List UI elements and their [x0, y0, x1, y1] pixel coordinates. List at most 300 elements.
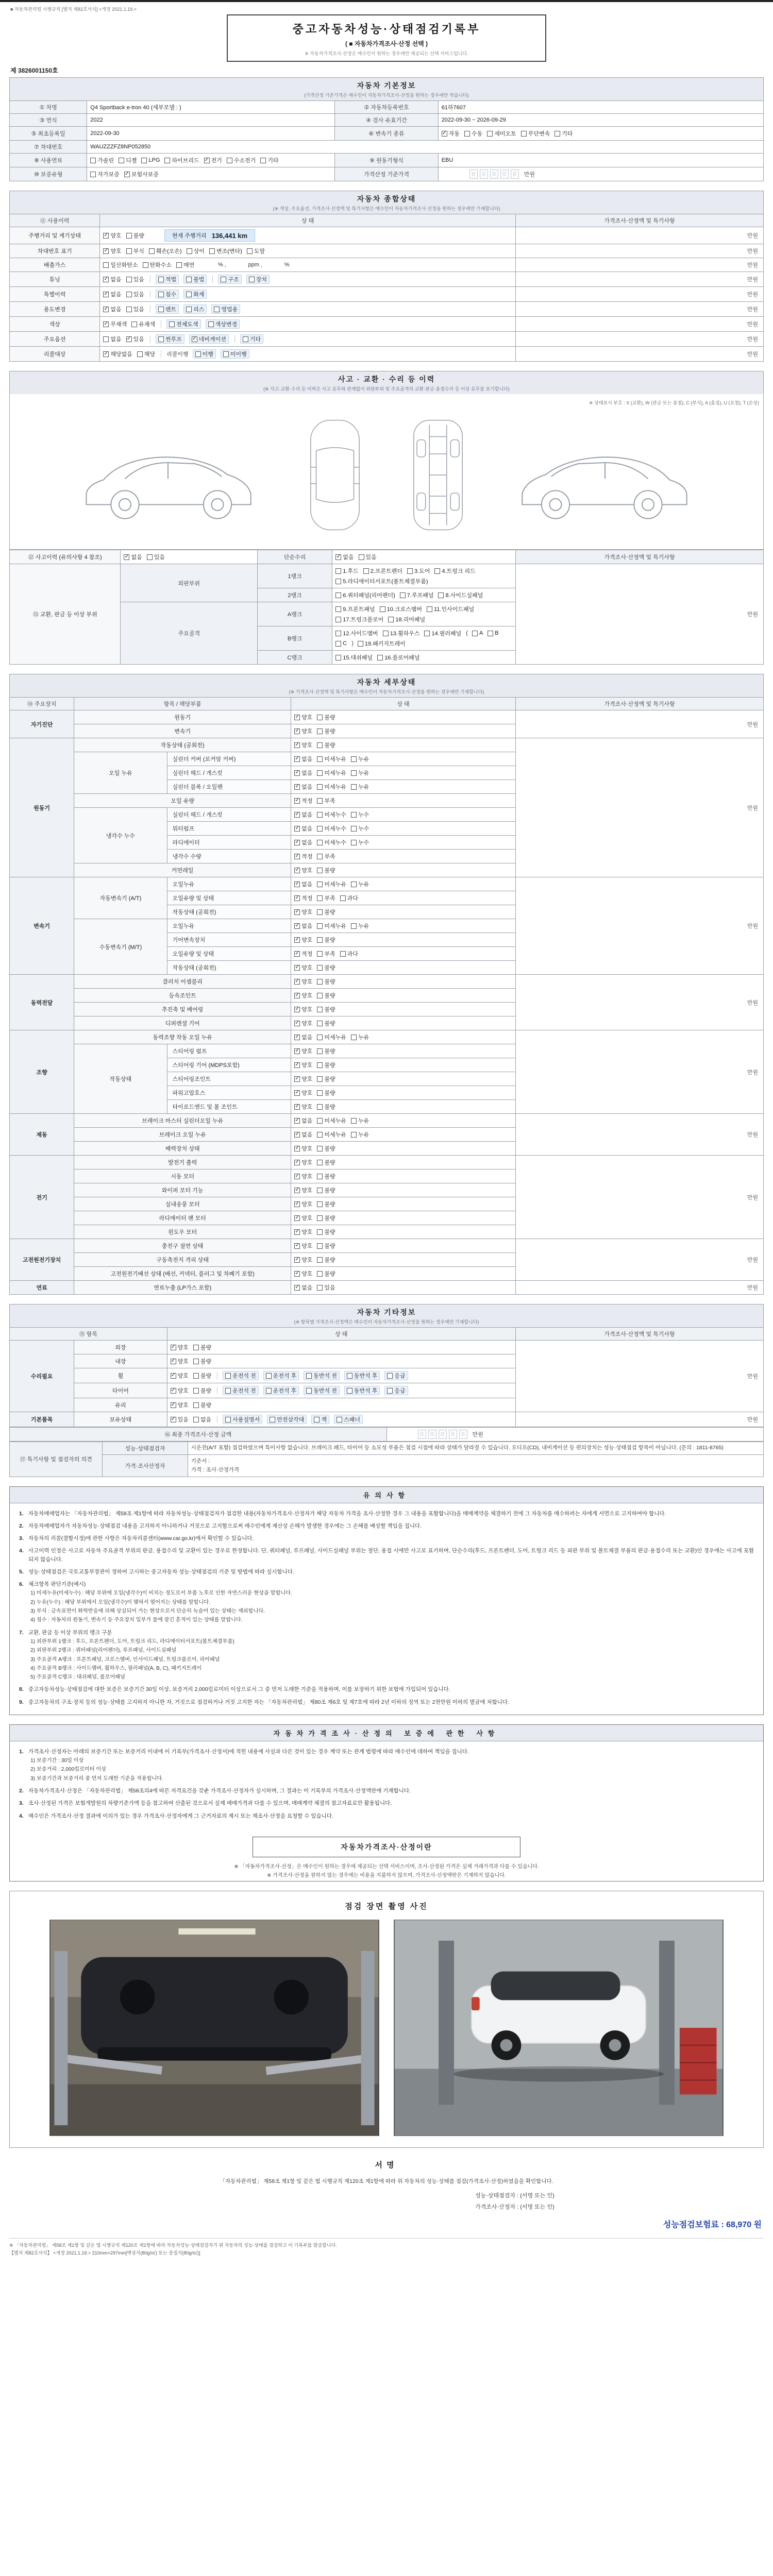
opinion-line: 기준서 : — [191, 1458, 210, 1464]
checkbox-불량[interactable] — [317, 1061, 335, 1069]
checkbox-동반석 후[interactable] — [344, 1371, 380, 1380]
checkbox-label: 없음 — [301, 826, 313, 832]
checkbox-18.리어패널[interactable] — [388, 615, 425, 623]
checkbox-유채색[interactable] — [131, 320, 155, 328]
checkbox-양호[interactable] — [294, 1214, 312, 1222]
checkbox-운전석 후[interactable] — [263, 1386, 299, 1395]
cell-content — [294, 977, 512, 986]
checkbox-양호[interactable] — [294, 1019, 312, 1027]
checkbox-누수[interactable] — [351, 824, 369, 833]
checkbox-미세누유[interactable] — [317, 1033, 346, 1041]
section-etc-info — [9, 1304, 764, 1427]
checkbox-양호[interactable] — [294, 908, 312, 916]
checkbox-색상변경[interactable] — [206, 319, 240, 329]
checkbox-무단변속[interactable] — [521, 129, 550, 138]
checkbox-11.인사이드패널[interactable] — [427, 605, 474, 613]
checkbox-label: 양호 — [301, 1048, 313, 1055]
checkbox-누유[interactable] — [351, 755, 369, 763]
cell-text: 내장 — [115, 1359, 126, 1365]
checkbox-icon — [317, 728, 323, 734]
checkbox-불량[interactable] — [193, 1401, 211, 1409]
checkbox-14.필러패널[interactable] — [424, 629, 461, 637]
car-diagram-top-frame — [399, 410, 477, 540]
checkbox-미세누유[interactable] — [317, 922, 346, 930]
checkbox-양호[interactable] — [294, 1061, 312, 1069]
checkbox-불량[interactable] — [317, 908, 335, 916]
checkbox-없음[interactable] — [124, 553, 142, 561]
document-subtitle: ( ■ 자동차가격조사·산정 선택 ) — [345, 40, 428, 47]
checkbox-불량[interactable] — [193, 1371, 211, 1380]
checkbox-전체도색[interactable] — [166, 319, 201, 329]
checkbox-디젤[interactable] — [119, 156, 137, 164]
checkbox-적정[interactable] — [294, 796, 312, 805]
checkbox-label: 불량 — [324, 1090, 335, 1096]
notice-sub-item: 4) 주요골격 B랭크 : 사이드멤버, 휠하우스, 필러패널(A, B, C), 패키지트레이 — [30, 1665, 202, 1671]
checkbox-불량[interactable] — [193, 1357, 211, 1365]
cell-content — [294, 1213, 512, 1223]
checkbox-없음[interactable] — [294, 824, 312, 833]
checkbox-label: 양호 — [301, 1174, 313, 1180]
checkbox-동반석 전[interactable] — [304, 1386, 340, 1395]
checkbox-부족[interactable] — [317, 852, 335, 860]
checkbox-불량[interactable] — [193, 1386, 211, 1395]
checkbox-양호[interactable] — [171, 1371, 189, 1380]
checkbox-불량[interactable] — [317, 977, 335, 986]
checkbox-label: 미세누유 — [324, 1035, 346, 1041]
checkbox-미세누유[interactable] — [317, 755, 346, 763]
checkbox-없음[interactable] — [294, 1116, 312, 1125]
checkbox-label: 없음 — [110, 336, 122, 343]
checkbox-양호[interactable] — [294, 866, 312, 874]
checkbox-영업용[interactable] — [211, 304, 240, 314]
cell-text: 파워고압호스 — [172, 1090, 206, 1096]
checkbox-양호[interactable] — [171, 1386, 189, 1395]
notice-sub-item: 3) 부식 : 금속표면이 화학반응에 의해 상실되어 가는 현상으로서 단순히 녹슬어 있는 상태는 제외합니다. — [30, 1608, 265, 1615]
checkbox-누유[interactable] — [351, 922, 369, 930]
checkbox-불량[interactable] — [317, 1144, 335, 1153]
checkbox-label: 불량 — [324, 1201, 335, 1208]
checkbox-운전석 전[interactable] — [223, 1386, 259, 1395]
checkbox-불량[interactable] — [193, 1343, 211, 1351]
checkbox-icon — [193, 1388, 199, 1394]
checkbox-누유[interactable] — [351, 880, 369, 888]
checkbox-불량[interactable] — [317, 1075, 335, 1083]
checkbox-양호[interactable] — [294, 1103, 312, 1111]
checkbox-도말[interactable] — [247, 247, 265, 255]
checkbox-C[interactable] — [335, 640, 347, 647]
checkbox-있음[interactable] — [147, 553, 165, 561]
checkbox-누유[interactable] — [351, 1033, 369, 1041]
checkbox-응급[interactable] — [384, 1386, 408, 1395]
checkbox-icon — [317, 882, 323, 887]
checkbox-있음[interactable] — [126, 275, 144, 283]
price-unit: 만원 — [747, 336, 758, 343]
checkbox-icon — [294, 1076, 300, 1082]
notice-sub-item: 2) 누유(누수) : 해당 부위에서 오일(냉각수)이 맺혀서 떨어지는 상태를 말합니다. — [30, 1599, 210, 1605]
checkbox-icon — [126, 233, 132, 239]
checkbox-없음[interactable] — [294, 810, 312, 819]
checkbox-없음[interactable] — [103, 305, 121, 313]
checkbox-1.후드[interactable] — [335, 567, 358, 575]
checkbox-미세누유[interactable] — [317, 1130, 346, 1139]
checkbox-기타[interactable] — [554, 129, 573, 138]
checkbox-과다[interactable] — [340, 894, 358, 902]
checkbox-수동[interactable] — [464, 129, 482, 138]
checkbox-icon — [204, 158, 210, 163]
checkbox-icon — [158, 292, 164, 297]
checkbox-3.도어[interactable] — [407, 567, 430, 575]
checkbox-양호[interactable] — [171, 1357, 189, 1365]
checkbox-매연[interactable] — [176, 261, 194, 269]
checkbox-기타[interactable] — [260, 156, 278, 164]
checkbox-세미오토[interactable] — [487, 129, 516, 138]
checkbox-과다[interactable] — [340, 950, 358, 958]
checkbox-자가보증[interactable] — [90, 170, 120, 178]
checkbox-icon — [294, 854, 300, 859]
checkbox-icon — [294, 1118, 300, 1124]
field-value — [100, 258, 516, 272]
checkbox-응급[interactable] — [384, 1371, 408, 1380]
checkbox-양호[interactable] — [294, 1269, 312, 1278]
checkbox-부족[interactable] — [317, 796, 335, 805]
checkbox-침수[interactable] — [156, 290, 179, 299]
checkbox-썬루프[interactable] — [156, 334, 184, 344]
checkbox-누수[interactable] — [351, 838, 369, 846]
checkbox-16.플로어패널[interactable] — [377, 653, 419, 662]
checkbox-없음[interactable] — [193, 1415, 211, 1423]
field-value — [167, 891, 291, 905]
table-row — [10, 258, 764, 272]
cell-text: 색상 — [49, 321, 60, 328]
checkbox-이행[interactable] — [193, 349, 216, 359]
checkbox-icon — [124, 554, 129, 560]
checkbox-icon — [487, 131, 493, 137]
checkbox-양호[interactable] — [294, 936, 312, 944]
checkbox-없음[interactable] — [103, 335, 121, 343]
field-value — [291, 1114, 516, 1128]
checkbox-적정[interactable] — [294, 950, 312, 958]
checkbox-불량[interactable] — [317, 1103, 335, 1111]
checkbox-전기[interactable] — [204, 156, 222, 164]
checkbox-보험사보증[interactable] — [124, 170, 159, 178]
section-accident-history — [9, 371, 764, 665]
checkbox-잭[interactable] — [311, 1415, 329, 1424]
checkbox-label: 불량 — [324, 1188, 335, 1194]
checkbox-미세누수[interactable] — [317, 810, 346, 819]
checkbox-화재[interactable] — [183, 290, 207, 299]
checkbox-없음[interactable] — [294, 755, 312, 763]
checkbox-15.대쉬패널[interactable] — [335, 653, 373, 662]
checkbox-19.패키지트레이[interactable] — [358, 639, 406, 648]
cell-text: ⑮ 항목 — [79, 1331, 97, 1337]
cell-content — [294, 991, 512, 1000]
checkbox-불량[interactable] — [317, 1214, 335, 1222]
checkbox-양호[interactable] — [294, 1144, 312, 1153]
checkbox-불량[interactable] — [317, 1019, 335, 1027]
checkbox-없음[interactable] — [294, 922, 312, 930]
checkbox-불량[interactable] — [317, 1172, 335, 1180]
field-value — [291, 905, 516, 919]
checkbox-없음[interactable] — [294, 880, 312, 888]
cell-text: 수동변속기 (M/T) — [99, 944, 142, 951]
checkbox-상이[interactable] — [187, 247, 205, 255]
checkbox-동반석 후[interactable] — [344, 1386, 380, 1395]
checkbox-불량[interactable] — [317, 1200, 335, 1208]
cell-content — [103, 289, 512, 299]
checkbox-미세누유[interactable] — [317, 783, 346, 791]
checkbox-적정[interactable] — [294, 852, 312, 860]
checkbox-icon — [221, 277, 226, 282]
checkbox-없음[interactable] — [103, 290, 121, 298]
checkbox-label: 양호 — [301, 1201, 313, 1208]
checkbox-사용설명서[interactable] — [223, 1415, 262, 1424]
checkbox-icon — [294, 1257, 300, 1263]
price-unit: 만원 — [747, 321, 758, 328]
cell-text: 커먼레일 — [171, 868, 194, 874]
table-row — [10, 1341, 764, 1354]
checkbox-5.라디에이터서포트(볼트체결부품)[interactable] — [335, 577, 428, 585]
field-label — [10, 1328, 167, 1341]
price-unit: 만원 — [747, 923, 758, 929]
checkbox-없음[interactable] — [294, 838, 312, 846]
checkbox-불량[interactable] — [317, 741, 335, 749]
checkbox-양호[interactable] — [103, 231, 121, 240]
checkbox-양호[interactable] — [294, 1047, 312, 1055]
checkbox-있음[interactable] — [126, 305, 144, 313]
checkbox-양호[interactable] — [294, 977, 312, 986]
checkbox-label: 미세누유 — [324, 770, 346, 776]
field-label — [335, 167, 438, 181]
field-value — [167, 947, 291, 961]
checkbox-양호[interactable] — [294, 1172, 312, 1180]
checkbox-무채색[interactable] — [103, 320, 127, 328]
checkbox-17.트렁크플로어[interactable] — [335, 615, 383, 623]
checkbox-스패너[interactable] — [334, 1415, 363, 1424]
checkbox-부족[interactable] — [317, 950, 335, 958]
checkbox-7.루프패널[interactable] — [400, 591, 434, 599]
notice-item — [19, 1787, 754, 1795]
checkbox-적법[interactable] — [156, 275, 179, 284]
checkbox-누수[interactable] — [351, 810, 369, 819]
field-value — [167, 1072, 291, 1086]
checkbox-label: 이행 — [202, 351, 213, 358]
checkbox-양호[interactable] — [294, 1186, 312, 1194]
checkbox-불량[interactable] — [317, 1242, 335, 1250]
checkbox-불량[interactable] — [317, 713, 335, 721]
checkbox-양호[interactable] — [294, 1228, 312, 1236]
price-unit: 만원 — [747, 1132, 758, 1138]
checkbox-부식[interactable] — [126, 247, 144, 255]
notice-sub-item: 3) 보증기간과 보증거리 중 먼저 도래한 기준을 적용합니다. — [30, 1775, 164, 1782]
section-title: 자동차 종합상태 — [357, 195, 416, 203]
checkbox-양호[interactable] — [294, 1200, 312, 1208]
checkbox-label: 없음 — [301, 770, 313, 776]
checkbox-구조[interactable] — [218, 275, 241, 284]
checkbox-안전삼각대[interactable] — [267, 1415, 307, 1424]
checkbox-양호[interactable] — [294, 727, 312, 735]
checkbox-icon — [317, 1160, 323, 1165]
checkbox-불량[interactable] — [317, 936, 335, 944]
checkbox-icon — [317, 979, 323, 985]
cell-text: 용도변경 — [43, 307, 66, 313]
price-unit: 만원 — [747, 248, 758, 255]
checkbox-icon — [164, 158, 170, 163]
checks-divider — [234, 335, 235, 343]
checkbox-label: 부족 — [324, 895, 335, 902]
checkbox-LPG[interactable] — [141, 157, 160, 163]
checkbox-label: 16.플로어패널 — [384, 655, 420, 661]
checkbox-미세누수[interactable] — [317, 838, 346, 846]
checkbox-미세누유[interactable] — [317, 880, 346, 888]
checkbox-불량[interactable] — [317, 866, 335, 874]
checkbox-10.크로스멤버[interactable] — [380, 605, 422, 613]
checkbox-불량[interactable] — [126, 231, 144, 240]
checkbox-운전석 후[interactable] — [263, 1371, 299, 1380]
checkbox-양호[interactable] — [294, 1089, 312, 1097]
item-label — [74, 724, 291, 738]
checkbox-불량[interactable] — [317, 727, 335, 735]
checkbox-양호[interactable] — [294, 963, 312, 972]
checkbox-양호[interactable] — [294, 713, 312, 721]
cell-text: 기어변속장치 — [172, 937, 206, 943]
checkbox-자동[interactable] — [442, 129, 460, 138]
checkbox-A[interactable] — [472, 630, 483, 636]
group-label — [10, 710, 74, 738]
checkbox-양호[interactable] — [294, 1075, 312, 1083]
notice-item-text: 중고자동차의 구조·장치 등의 성능·상태를 고지하지 아니한 자, 거짓으로 점검하거나 거짓 고지한 자는 「자동차관리법」 제80조 제6호 및 제7호에 따라 2년 이하의 징역 또는 2천만원 이하의 벌금에 처합니다. — [28, 1699, 509, 1705]
checkbox-label: 불량 — [324, 1229, 335, 1235]
field-value — [167, 822, 291, 836]
checkbox-4.트렁크 리드[interactable] — [434, 567, 475, 575]
checkbox-미세누유[interactable] — [317, 769, 346, 777]
checkbox-icon — [335, 554, 341, 560]
checkbox-icon — [176, 262, 182, 268]
checkbox-13.휠하우스[interactable] — [383, 629, 420, 637]
checkbox-label: 누유 — [358, 770, 369, 776]
checkbox-icon — [335, 617, 341, 622]
checkbox-해당없음[interactable] — [103, 350, 132, 358]
checkbox-8.사이드실패널[interactable] — [438, 591, 483, 599]
signature-lines — [475, 2190, 764, 2213]
checkbox-해당[interactable] — [137, 350, 155, 358]
checkbox-미세누유[interactable] — [317, 1116, 346, 1125]
checkbox-일산화탄소[interactable] — [103, 261, 138, 269]
checkbox-운전석 전[interactable] — [223, 1371, 259, 1380]
checkbox-미세누수[interactable] — [317, 824, 346, 833]
form-table — [9, 214, 764, 362]
checkbox-탄화수소[interactable] — [143, 261, 172, 269]
checkbox-렌트[interactable] — [156, 304, 179, 314]
checkbox-icon — [434, 568, 440, 574]
checkbox-label: 훼손(오손) — [156, 248, 182, 255]
notices-title: 유의사항 — [10, 1487, 763, 1503]
checkbox-있음[interactable] — [359, 553, 377, 561]
checkbox-불량[interactable] — [317, 991, 335, 999]
checkbox-변조(변타)[interactable] — [209, 247, 242, 255]
checkbox-없음[interactable] — [294, 1283, 312, 1292]
checkbox-수소전기[interactable] — [227, 156, 256, 164]
cell-text: 가격조사·산정액 및 특기사항 — [604, 1331, 675, 1337]
checkbox-누유[interactable] — [351, 1116, 369, 1125]
checkbox-장치[interactable] — [246, 275, 270, 284]
field-label — [121, 602, 258, 665]
checkbox-불량[interactable] — [317, 1269, 335, 1278]
checkbox-있음[interactable] — [126, 335, 144, 343]
checkbox-9.프론트패널[interactable] — [335, 605, 375, 613]
checkbox-2.프론트펜더[interactable] — [363, 567, 402, 575]
checkbox-적정[interactable] — [294, 894, 312, 902]
checkbox-부족[interactable] — [317, 894, 335, 902]
checkbox-기타[interactable] — [240, 334, 263, 344]
cell-content — [171, 1414, 512, 1425]
cell-text: 클러치 어셈블리 — [162, 979, 203, 985]
cell-content — [294, 1060, 512, 1070]
checkbox-없음[interactable] — [103, 275, 121, 283]
checkbox-양호[interactable] — [294, 1256, 312, 1264]
checkbox-리스[interactable] — [183, 304, 207, 314]
checkbox-불량[interactable] — [317, 1158, 335, 1166]
checkbox-양호[interactable] — [294, 991, 312, 999]
checkbox-불량[interactable] — [317, 1228, 335, 1236]
checkbox-불량[interactable] — [317, 1186, 335, 1194]
checkbox-label: 불량 — [324, 979, 335, 985]
checkbox-불량[interactable] — [317, 1256, 335, 1264]
checkbox-양호[interactable] — [294, 1242, 312, 1250]
checkbox-없음[interactable] — [294, 1130, 312, 1139]
checkbox-미이행[interactable] — [221, 349, 249, 359]
checkbox-불량[interactable] — [317, 1005, 335, 1013]
checkbox-양호[interactable] — [171, 1401, 189, 1409]
checkbox-label: 4.트렁크 리드 — [442, 568, 476, 574]
checkbox-12.사이드멤버[interactable] — [335, 629, 378, 637]
checkbox-label: 안전삼각대 — [277, 1417, 305, 1423]
checkbox-누유[interactable] — [351, 783, 369, 791]
notice-sub-item: 1) 보증기간 : 30일 이상 — [30, 1758, 84, 1764]
checkbox-네비게이션[interactable] — [189, 334, 229, 344]
checkbox-누유[interactable] — [351, 769, 369, 777]
checkbox-B[interactable] — [488, 630, 498, 636]
checkbox-양호[interactable] — [103, 247, 121, 255]
checkbox-불량[interactable] — [317, 1047, 335, 1055]
checkbox-없음[interactable] — [294, 783, 312, 791]
form-table — [9, 100, 764, 181]
checkbox-동반석 전[interactable] — [304, 1371, 340, 1380]
form-table — [9, 1442, 764, 1477]
field-value — [291, 1156, 516, 1170]
checkbox-훼손(오손)[interactable] — [149, 247, 182, 255]
checkbox-양호[interactable] — [294, 1005, 312, 1013]
checkbox-없음[interactable] — [294, 1033, 312, 1041]
checkbox-있음[interactable] — [317, 1283, 335, 1292]
checkbox-label: 미세누유 — [324, 756, 346, 762]
checkbox-하이브리드[interactable] — [164, 156, 199, 164]
checkbox-있음[interactable] — [171, 1415, 189, 1423]
checkbox-불량[interactable] — [317, 963, 335, 972]
checkbox-가솔린[interactable] — [90, 156, 114, 164]
checkbox-있음[interactable] — [126, 290, 144, 298]
checkbox-6.쿼터패널(리어펜더)[interactable] — [335, 591, 395, 599]
checkbox-누유[interactable] — [351, 1130, 369, 1139]
checkbox-양호[interactable] — [294, 1158, 312, 1166]
checkbox-없음[interactable] — [294, 769, 312, 777]
notice-item — [19, 1685, 754, 1693]
checkbox-불법[interactable] — [183, 275, 207, 284]
checkbox-없음[interactable] — [335, 553, 354, 561]
cell-text: 리콜대상 — [43, 351, 66, 358]
checkbox-양호[interactable] — [294, 741, 312, 749]
checkbox-불량[interactable] — [317, 1089, 335, 1097]
checkbox-양호[interactable] — [171, 1343, 189, 1351]
